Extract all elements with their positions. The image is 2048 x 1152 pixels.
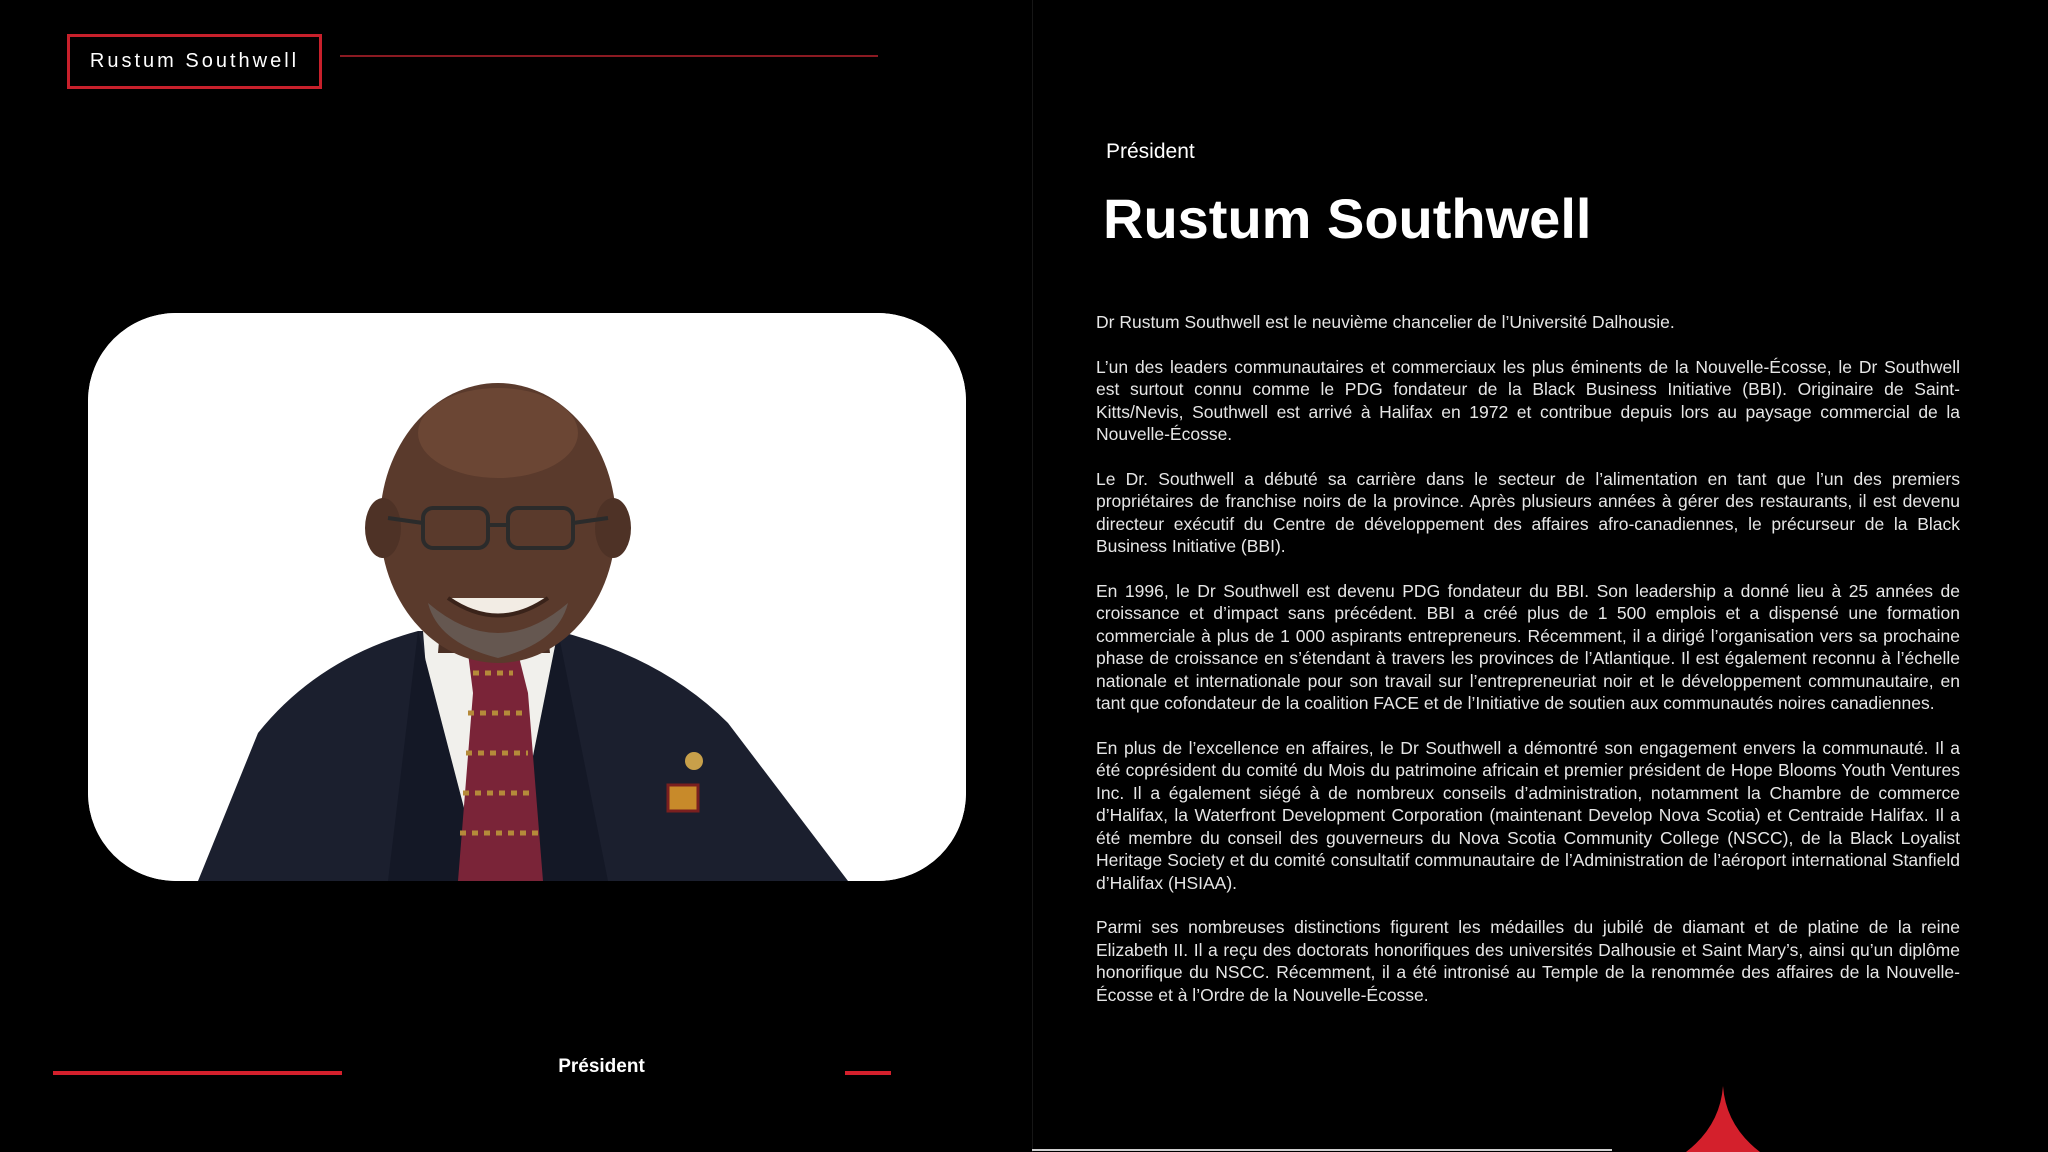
biography	[1096, 311, 1960, 1028]
bio-paragraph: Dr Rustum Southwell est le neuvième chancelier de l’Université Dalhousie.	[1096, 312, 1675, 332]
red-spike-decoration	[1686, 1086, 1760, 1152]
footer-rule-left	[53, 1071, 342, 1075]
header-rule	[340, 55, 878, 57]
role-label: Président	[1106, 140, 1195, 163]
photo-caption: Président	[558, 1056, 645, 1077]
portrait-illustration	[88, 313, 966, 881]
page-title: Rustum Southwell	[1103, 187, 1592, 250]
page-divider	[1032, 0, 1033, 1152]
portrait-photo	[88, 313, 966, 881]
bio-paragraph: En 1996, le Dr Southwell est devenu PDG fondateur du BBI. Son leadership a donné lieu à 25 années de croissance et d’impact sans précédent. BBI a créé plus de 1 500 emplois et a dispensé une formation commerciale à plus de 1 000 aspirants entrepreneurs. Récemment, il a dirigé l’organisation vers sa prochaine phase de croissance en s’étendant à travers les provinces de l’Atlantique. Il est également reconnu à l’échelle nationale et internationale pour son travail sur l’entrepreneuriat noir et le développement communautaire, en tant que cofondateur de la coalition FACE et de l’Initiative de soutien aux communautés noires canadiennes.	[1096, 580, 1960, 713]
footer-rule-bottom	[1032, 1149, 1612, 1151]
bio-paragraph: Le Dr. Southwell a débuté sa carrière dans le secteur de l’alimentation en tant que l’un des premiers propriétaires de franchise noirs de la province. Après plusieurs années à gérer des restaurants, il est devenu directeur exécutif du Centre de développement des affaires afro-canadiennes, le précurseur de la Black Business Initiative (BBI).	[1096, 468, 1960, 556]
bio-paragraph: Parmi ses nombreuses distinctions figurent les médailles du jubilé de diamant et de platine de la reine Elizabeth II. Il a reçu des doctorats honorifiques des universités Dalhousie et Saint Mary’s, ainsi qu’un diplôme honorifique du NSCC. Récemment, il a été intronisé au Temple de la renommée des affaires de la Nouvelle-Écosse et à l’Ordre de la Nouvelle-Écosse.	[1096, 917, 1960, 1005]
name-header-box: Rustum Southwell	[67, 34, 322, 89]
footer-rule-right	[845, 1071, 891, 1075]
bio-paragraph: L’un des leaders communautaires et commerciaux les plus éminents de la Nouvelle-Écosse, le Dr Southwell est surtout connu comme le PDG fondateur de la Black Business Initiative (BBI). Originaire de Saint-Kitts/Nevis, Southwell est arrivé à Halifax en 1972 et contribue depuis lors au paysage commercial de la Nouvelle-Écosse.	[1096, 356, 1960, 444]
bio-paragraph: En plus de l’excellence en affaires, le Dr Southwell a démontré son engagement envers la communauté. Il a été coprésident du comité du Mois du patrimoine africain et premier président de Hope Blooms Youth Ventures Inc. Il a également siégé à de nombreux conseils d’administration, notamment la Chambre de commerce d’Halifax, la Waterfront Development Corporation (maintenant Develop Nova Scotia) et Centraide Halifax. Il a été membre du conseil des gouverneurs du Nova Scotia Community College (NSCC), de la Black Loyalist Heritage Society et du comité consultatif communautaire de l’Administration de l’aéroport international Stanfield d’Halifax (HSIAA).	[1096, 737, 1960, 893]
